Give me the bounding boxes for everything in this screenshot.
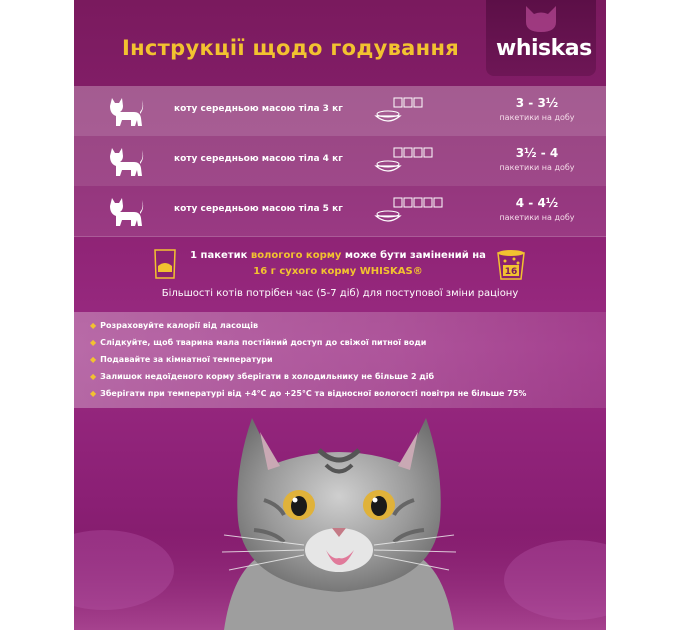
bowl-pouches-icon	[374, 194, 454, 228]
amount-unit: пакетики на добу	[499, 163, 575, 172]
cat-silhouette-icon	[104, 92, 146, 130]
amount-unit: пакетики на добу	[499, 113, 575, 122]
cat-silhouette-icon	[104, 192, 146, 230]
brand-logo	[486, 0, 596, 76]
list-item	[90, 338, 426, 347]
row-label: коту середньою масою тіла 4 кг	[174, 154, 343, 164]
amount-unit: пакетики на добу	[499, 213, 575, 222]
list-item	[90, 389, 526, 398]
cat-silhouette-icon	[104, 142, 146, 180]
bullet-icon: ◆	[90, 372, 97, 381]
tip-text: Зберігати при температурі від +4°С до +25°С та відносної вологості повітря не більше 75%	[100, 389, 527, 398]
packaging-panel	[74, 0, 606, 630]
table-row	[74, 136, 606, 186]
amount-value: 3 - 3½	[515, 96, 559, 110]
bullet-icon: ◆	[90, 338, 97, 347]
bowl-pouches-icon	[374, 94, 454, 128]
equivalence-note	[178, 248, 498, 280]
list-item	[90, 321, 258, 330]
equivalence-part: 1 пакетик	[190, 250, 251, 261]
tip-text: Розраховуйте калорії від ласощів	[100, 321, 259, 330]
list-item	[90, 355, 273, 364]
row-label: коту середньою масою тіла 3 кг	[174, 104, 343, 114]
tub-label: 16	[504, 267, 518, 277]
tip-text: Подавайте за кімнатної температури	[100, 355, 273, 364]
table-row	[74, 86, 606, 136]
table-row	[74, 186, 606, 236]
brand-name: whiskas	[496, 36, 592, 61]
bullet-icon: ◆	[90, 355, 97, 364]
tip-text: Слідкуйте, щоб тварина мала постійний доступ до свіжої питної води	[100, 338, 427, 347]
equivalence-highlight: 16 г сухого корму WHISKAS®	[253, 266, 423, 277]
amount-value: 4 - 4½	[515, 196, 559, 210]
equivalence-highlight: вологого корму	[250, 250, 342, 261]
transition-note: Більшості котів потрібен час (5-7 діб) для поступової зміни раціону	[161, 288, 519, 299]
equivalence-part: може бути замінений на	[341, 250, 486, 261]
list-item	[90, 372, 434, 381]
bullet-icon: ◆	[90, 389, 97, 398]
tabby-cat-photo	[74, 410, 606, 630]
tip-text: Залишок недоїденого корму зберігати в холодильнику не більше 2 діб	[100, 372, 435, 381]
dry-food-tub-icon	[494, 247, 528, 281]
wet-food-pouch-icon	[152, 248, 178, 280]
divider	[74, 236, 606, 237]
bowl-pouches-icon	[374, 144, 454, 178]
amount-value: 3½ - 4	[515, 146, 559, 160]
row-label: коту середньою масою тіла 5 кг	[174, 204, 343, 214]
tips-list	[74, 312, 606, 408]
page-title: Інструкції щодо годування	[122, 36, 460, 60]
bullet-icon: ◆	[90, 321, 97, 330]
feeding-table	[74, 86, 606, 236]
cat-head-icon	[522, 4, 560, 34]
